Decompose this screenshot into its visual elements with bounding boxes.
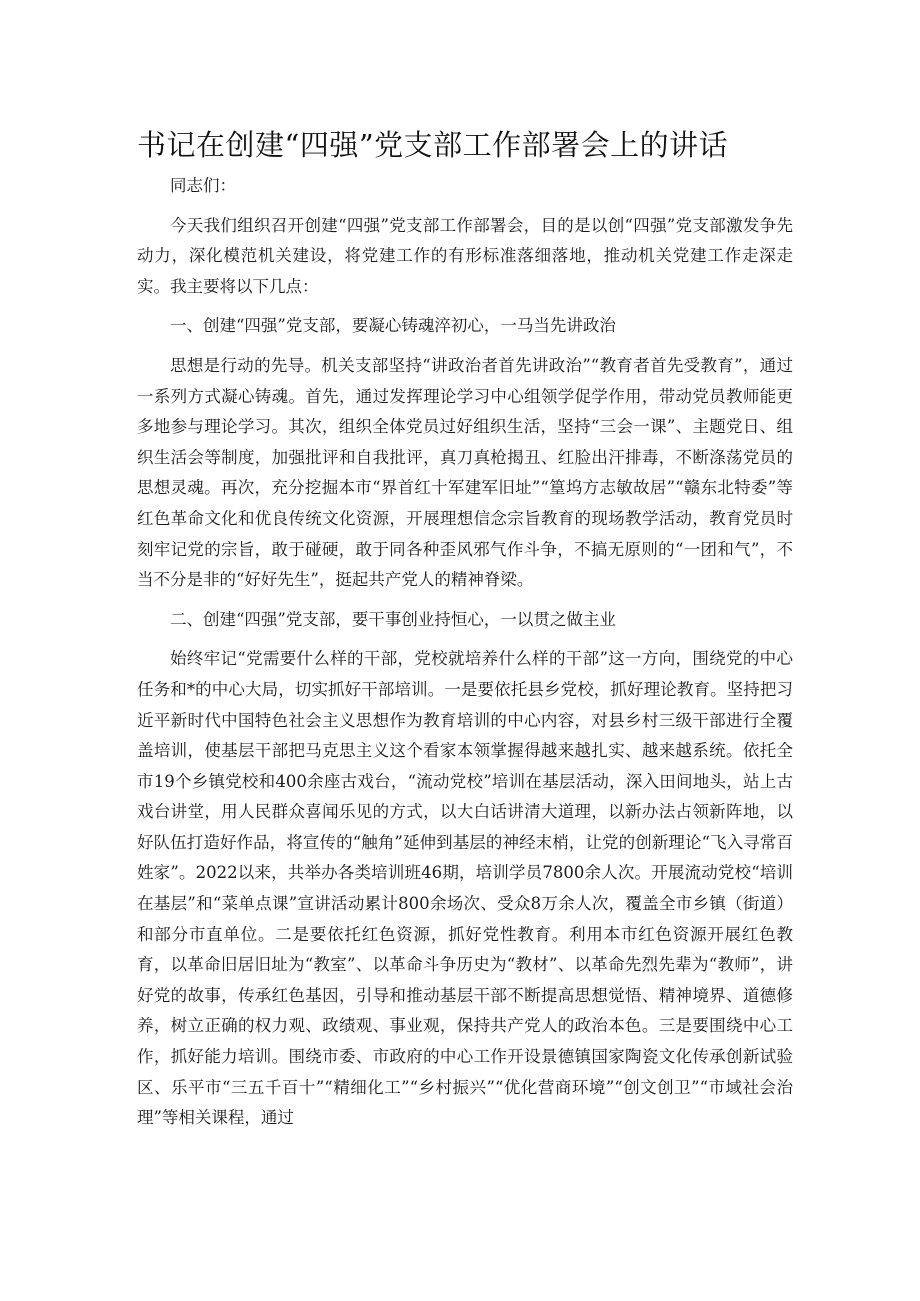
section-heading-1: 一、创建“四强”党支部，要凝心铸魂淬初心，一马当先讲政治 (170, 316, 616, 336)
section-2-paragraph: 始终牢记“党需要什么样的干部，党校就培养什么样的干部”这一方向，围绕党的中心任务和*的中心大局，切实抓好干部培训。一是要依托县乡党校，抓好理论教育。坚持把习近平新时代中国特色社会主义思想作为教育培训的中心内容，对县乡村三级干部进行全覆盖培训，使基层干部把马克思主义这个看家本领掌握得越来越扎实、越来越系统。依托全市19个乡镇党校和400余座古戏台，“流动党校”培训在基层活动，深入田间地头，站上古戏台讲堂，用人民群众喜闻乐见的方式，以大白话讲清大道理，以新办法占领新阵地，以好队伍打造好作品，将宣传的“触角”延伸到基层的神经末梢，让党的创新理论“飞入寻常百姓家”。2022以来，共举办各类培训班46期，培训学员7800余人次。开展流动党校“培训在基层”和“菜单点课”宣讲活动累计800余场次、受众8万余人次，覆盖全市乡镇（街道）和部分市直单位。二是要依托红色资源，抓好党性教育。利用本市红色资源开展红色教育，以革命旧居旧址为“教室”、以革命斗争历史为“教材”、以革命先烈先辈为“教师”，讲好党的故事，传承红色基因，引导和推动基层干部不断提高思想觉悟、精神境界、道德修养，树立正确的权力观、政绩观、事业观，保持共产党人的政治本色。三是要围绕中心工作，抓好能力培训。围绕市委、市政府的中心工作开设景德镇国家陶瓷文化传承创新试验区、乐平市“三五千百十”“精细化工”“乡村振兴”“优化营商环境”“创文创卫”“市域社会治理”等相关课程，通过 (137, 649, 793, 1128)
section-heading-2: 二、创建“四强”党支部，要干事创业持恒心，一以贯之做主业 (170, 609, 616, 629)
document-title: 书记在创建“四强”党支部工作部署会上的讲话 (137, 128, 729, 162)
section-1-paragraph: 思想是行动的先导。机关支部坚持“讲政治者首先讲政治”“教育者首先受教育”，通过一系列方式凝心铸魂。首先，通过发挥理论学习中心组领学促学作用，带动党员教师能更多地参与理论学习。其次，组织全体党员过好组织生活，坚持“三会一课”、主题党日、组织生活会等制度，加强批评和自我批评，真刀真枪揭丑、红脸出汗排毒，不断涤荡党员的思想灵魂。再次，充分挖掘本市“界首红十军建军旧址”“篁坞方志敏故居”“赣东北特委”等红色革命文化和优良传统文化资源，开展理想信念宗旨教育的现场教学活动，教育党员时刻牢记党的宗旨，敢于碰硬，敢于同各种歪风邪气作斗争，不搞无原则的“一团和气”，不当不分是非的“好好先生”，挺起共产党人的精神脊梁。 (137, 355, 793, 590)
salutation: 同志们： (170, 176, 236, 195)
intro-paragraph: 今天我们组织召开创建“四强”党支部工作部署会，目的是以创“四强”党支部激发争先动力，深化模范机关建设，将党建工作的有形标准落细落地，推动机关党建工作走深走实。我主要将以下几点： (137, 215, 793, 296)
document-body (137, 171, 793, 1134)
